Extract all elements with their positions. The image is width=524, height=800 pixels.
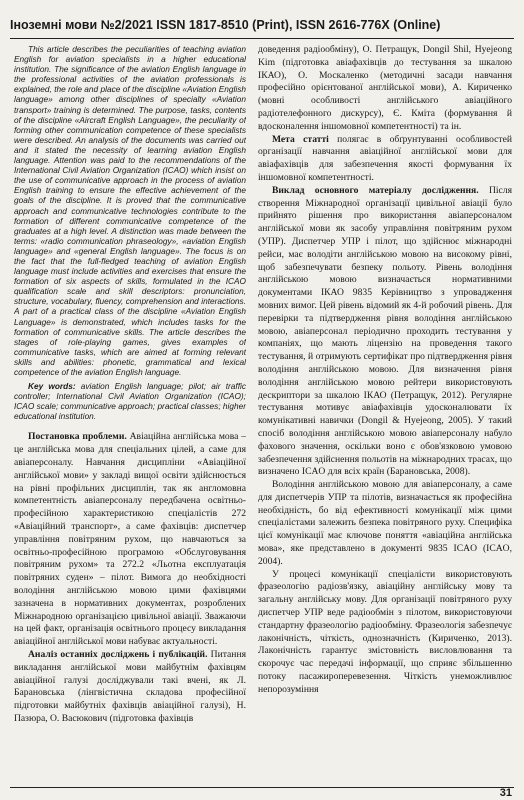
problem-heading: Постановка проблеми. <box>28 431 127 443</box>
main-text: Після створення Міжнародної організації цивільної авіації було прийнято рішення про використання авіаперсоналом англійської мови як засобу управління повітряним рухом (УПР). Диспетчер УПР і пілот, що здійснює міжнародні рейси, має володіти англійською мовою на високому рівні, щоб забезпечувати безпеку польоту. Рівень володіння англійською мовою визначається нормативними документами ІКАО 9835 Керівництво з упровадження мовних вимог. Цей рівень відомий як 4-й робочий рівень. Для перевірки та підтвердження рівня володіння англійською мовою, авіаперсонал періодично проходить тестування у компаніях, що мають ліцензію на проведення такого тестування, й отримують сертифікат про підтвердження рівня володіння англійською мовою. Для визначення рівня володіння англійською мовою рейтери використовують дескриптори за шкалою ІКАО (Петращук, 2012). Регулярне тестування мотивує авіафахівців удосконалювати їх комунікативні навички (Dongil & Hyejeong, 2005). У такий спосіб володіння англійською мовою авіаперсоналу набуло фахового значення, оскільки воно є обов'язковою умовою забезпечення здійснення польотів на міжнародних трасах, що визначено ICAO для всіх країн (Барановська, 2008). <box>258 184 512 478</box>
body-paragraph-3: У процесі комунікації спеціалісти використовують фразеологію радіозв'язку, авіаційну англійську мову та загальну англійську мову. Для організації повітряного руху диспетчер УПР веде радіообмін з пілотом, використовуючи стандартну фразеологію радіообміну. Фразеологія забезпечує лаконічність, чіткість, однозначність (Кириченко, 2013). Лаконічність гарантує змістовність висловлювання та скорочує час передачі інформації, що сприяє збільшенню потоку пасажироперевезення. Чіткість унеможливлює непорозуміння <box>258 568 512 695</box>
main-heading: Виклад основного матеріалу дослідження. <box>272 184 479 196</box>
main-paragraph <box>258 185 512 479</box>
body-paragraph-2: Володіння англійською мовою для авіаперсоналу, а саме для диспетчерів УПР та пілотів, визначається як професійна необхідність, бо від ефективності комунікації між цими спеціалістами залежить безпека повітряного руху. Специфіка цієї комунікації має ключове поняття «авіаційна англійська мова», яке представлено в документі 9835 ICAO (ICAO, 2004). <box>258 479 512 567</box>
analysis-text: Питання викладання англійської мови майбутнім фахівцям авіаційної галузі досліджували такі вчені, як Л. Барановська (лінгвістична складова професійної підготовки майбутніх фахівців авіаційної галузі), Н. Пазюра, О. Васюкович (підготовка фахівців <box>14 649 246 724</box>
left-column <box>14 44 246 782</box>
page-number: 31 <box>499 787 512 799</box>
right-column <box>258 44 512 782</box>
analysis-paragraph <box>14 649 246 726</box>
goal-heading: Мета статті <box>272 133 329 145</box>
goal-paragraph <box>258 134 512 185</box>
keywords <box>14 381 246 421</box>
left-body-text <box>14 431 246 725</box>
goal-text: полягає в обґрунтуванні особливостей організації навчання авіаційної англійської мови для авіафахівців для забезпечення якості формування їх іншомовної компетентності. <box>258 133 512 183</box>
footer-rule <box>10 787 514 788</box>
abstract-text: This article describes the peculiarities of teaching aviation English for aviation specialists in a higher educational institution. The significance of the aviation English language in the professional activities of the aviation professionals is explained, the role and place of the discipline «Aviation English language» among other disciplines of specialty «Aviation transport» training is determined. The purpose, tasks, contents of the discipline «Aircraft English Language», the peculiarity of forming other communication competence of these specialists were described. An analysis of the documents was carried out and it stated the necessity of learning aviation English language. Attention was paid to the recommendations of the International Civil Aviation Organization (ICAO) which insist on the use of communicative approach in the process of aviation English training to ensure the effective achievement of the goals of the discipline. It is proved that the communicative approach and communicative technologies contribute to the formation of different communicative competence of the graduates at a high level. A distinction was made between the terms: «radio communication phraseology», «aviation English language» and «general English language». The focus is on the fact that the full-fledged teaching of aviation English language must include activities and exercises that ensure the formation of six aspects of skills, formulated in the ICAO qualification scale and skill descriptors: pronunciation, structure, vocabulary, fluency, comprehension and interactions. A part of a practical class of the discipline «Aviation English Language» is demonstrated, which includes tasks for the formation of communicative skills. The article describes the stages of role-playing games, gives examples of communicative tasks, which are aimed at forming relevant skills and abilities: phonetic, grammatical and lexical competence of the aviation English language. <box>14 44 246 377</box>
problem-text: Авіаційна англійська мова – це англійська мова для спеціальних цілей, а саме для авіаперсоналу. Навчання дисципліни «Авіаційної англійської мови» у закладі вищої освіти здійснюється на рівні профільних дисциплін, так як англомовна компетентність авіаперсоналу передбачена освітньо-професійною характеристикою спеціалістів 272 «Авіаційний транспорт», а саме фахівців: диспетчер управління повітряним рухом, що навчаються за освітньо-професійною програмою «Обслуговування повітряним рухом» та 272.2 «Льотна експлуатація повітряних суден» – пілот. Вимога до необхідності володіння англійською мовою цими фахівцями зазначена в нормативних документах, розроблених Міжнародною організацією цивільної авіації. Зважаючи на цей факт, організація освітнього процесу викладання авіаційної англійської мови набуває актуальності. <box>14 431 246 648</box>
header-rule <box>10 38 514 39</box>
continuation-paragraph: доведення радіообміну), О. Петращук, Dongil Shil, Hyejeong Kim (підготовка авіафахівців до тестування за шкалою ІКАО), О. Москаленко (методичні засади навчання професійно орієнтованої англійської мови), А. Кириченко (мовні особливості англійського авіаційного радіотелефонного дискурсу), Є. Кміта (формування й вдосконалення іншомовної компетентності) та ін. <box>258 44 512 132</box>
keywords-text: aviation English language; pilot; air traffic controller; International Civil Aviation Organization (ICAO); ICAO scale; communicative approach; practical classes; higher educational institution. <box>14 381 246 422</box>
problem-paragraph <box>14 431 246 649</box>
keywords-label: Key words: <box>28 381 76 392</box>
english-abstract <box>14 44 246 421</box>
running-header: Іноземні мови №2/2021 ISSN 1817-8510 (Print), ISSN 2616-776X (Online) <box>10 18 441 32</box>
analysis-heading: Аналіз останніх досліджень і публікацій. <box>28 649 208 661</box>
